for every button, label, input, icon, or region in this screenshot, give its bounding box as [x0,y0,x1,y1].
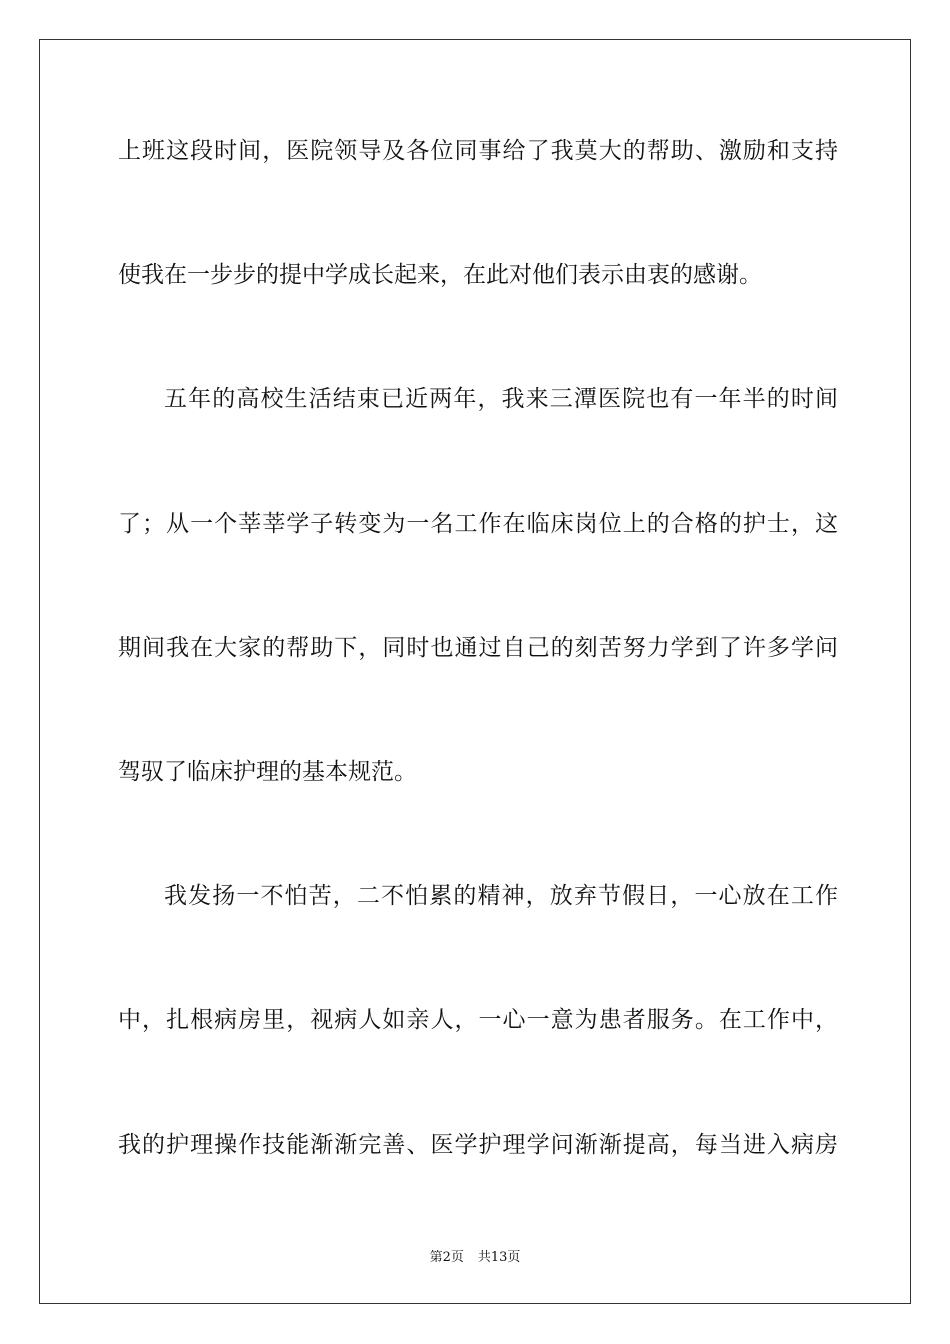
page-number: 第2页 [429,1250,464,1265]
body-line-7: 我发扬一不怕苦，二不怕累的精神，放弃节假日，一心放在工作 [164,883,838,909]
body-line-5: 期间我在大家的帮助下，同时也通过自己的刻苦努力学到了许多学问 [118,635,838,661]
page-border [39,39,911,1304]
body-line-9: 我的护理操作技能渐渐完善、医学护理学问渐渐提高，每当进入病房 [118,1132,838,1158]
body-line-4: 了；从一个莘莘学子转变为一名工作在临床岗位上的合格的护士，这 [118,511,838,537]
body-line-2: 使我在一步步的提中学成长起来，在此对他们表示由衷的感谢。 [118,262,762,288]
body-line-3: 五年的高校生活结束已近两年，我来三潭医院也有一年半的时间 [164,386,838,412]
page-total: 共13页 [477,1250,521,1265]
body-line-8: 中，扎根病房里，视病人如亲人，一心一意为患者服务。在工作中， [118,1007,838,1033]
body-line-1: 上班这段时间，医院领导及各位同事给了我莫大的帮助、激励和支持 [118,138,838,164]
page-footer [0,1246,950,1265]
body-line-6: 驾驭了临床护理的基本规范。 [118,759,417,785]
